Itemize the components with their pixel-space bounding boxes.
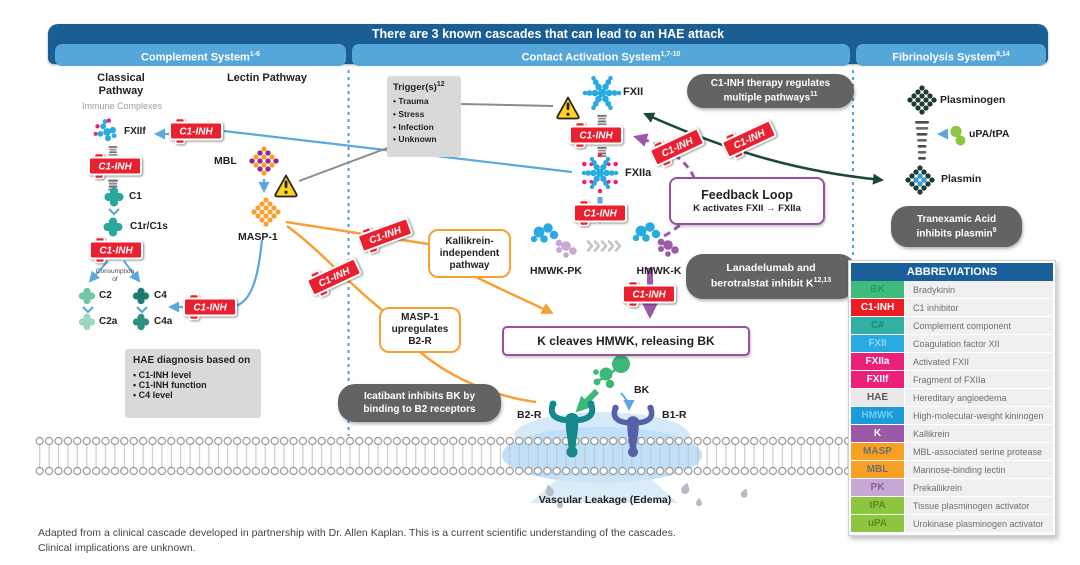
svg-text:C1-INH: C1-INH [367,225,403,247]
abbreviation-badge: PK [851,479,905,496]
upa-tpa-molecule [950,126,965,146]
bk-molecule [593,355,630,388]
tab-contact-activation-system [352,44,850,66]
fxiif-label: FXIIf [124,126,146,137]
warning-icon [557,98,578,119]
plasminogen-cleavage-stack-icon [915,121,929,160]
hmwk-k-label: HMWK-K [636,265,682,277]
arrow-kallikrein-to-cleave [474,276,552,313]
warning-icon [275,176,296,197]
tab-superscript: 8,14 [996,51,1010,58]
b2r-label: B2-R [517,409,542,421]
immune-complexes-label: Immune Complexes [81,101,163,111]
abbreviation-definition: Complement component [913,320,1012,331]
chevron-c4-down [137,307,147,312]
classical-pathway-title: Classical Pathway [97,72,145,97]
hae-diagnosis-box [125,349,261,418]
line-trigger-to-lectin [299,147,390,181]
droplet-icon [740,487,750,498]
fxiif-molecule [94,118,117,141]
icatibant-box [338,384,501,422]
diagnosis-bullet: • C1-INH level [133,370,253,380]
kallikrein-independent-box [428,229,511,278]
abbreviation-row [851,497,1053,515]
abbreviation-definition: High-molecular-weight kininogen [913,410,1044,421]
abbreviation-row [851,335,1053,353]
feedback-subtitle: K activates FXII → FXIIa [693,202,801,214]
hmwk-pk-molecule [531,223,577,258]
abbreviation-row [851,407,1053,425]
svg-text:C1-INH: C1-INH [579,130,613,142]
abbreviation-badge: uPA [851,515,905,532]
abbreviation-badge: K [851,425,905,442]
c2-molecule [79,288,95,304]
svg-text:C1-INH: C1-INH [98,161,132,173]
diagnosis-bullet: • C1-INH function [133,380,253,390]
abbreviation-row [851,443,1053,461]
abbreviation-badge: MBL [851,461,905,478]
mbl-molecule [249,146,278,175]
consumption-label [88,268,142,284]
c2a-molecule [79,314,95,330]
fxii-label: FXII [623,86,644,98]
c1-inh-badge [90,238,142,263]
footnote-line2: Clinical implications are unknown. [38,542,196,555]
tab-superscript: 1-6 [249,51,260,58]
abbreviation-badge: C1-INH [851,299,905,316]
abbreviation-badge: tPA [851,497,905,514]
abbreviation-definition: C1 inhibitor [913,302,959,313]
c1-inh-badge [574,201,626,226]
b1r-label: B1-R [662,409,687,421]
c1r-c1s-molecule [104,218,123,237]
trigger-bullet: • Infection [393,121,455,134]
abbreviations-body [851,281,1053,533]
svg-text:C1-INH: C1-INH [316,265,352,290]
abbreviation-row [851,353,1053,371]
c1-molecule [105,188,124,207]
c2-label: C2 [99,290,112,301]
banner-title: There are 3 known cascades that can lead to an HAE attack [371,27,725,41]
plasmin-molecule [905,165,934,194]
chevron-c1-down [109,209,119,214]
c1-inh-badge [170,119,222,144]
trigger-bullet: • Unknown [393,133,455,146]
icatibant-box-text: Icatibant inhibits BK by binding to B2 receptors [363,391,476,415]
svg-text:C1-INH: C1-INH [193,302,227,314]
abbreviation-definition: MBL-associated serine protease [913,446,1043,457]
c4-molecule [133,288,149,304]
abbreviation-row [851,281,1053,299]
abbreviation-badge: HAE [851,389,905,406]
c1-inh-badge [570,123,622,148]
c1r-c1s-label: C1r/C1s [130,221,168,232]
vascular-leakage-label: Vascular Leakage (Edema) [538,494,672,506]
abbreviation-definition: Prekallikrein [913,482,963,493]
footnote-line1: Adapted from a clinical cascade developed in partnership with Dr. Allen Kaplan. This is a current scientific understanding of the cascades. [38,527,676,539]
abbreviation-definition: Hereditary angioedema [913,392,1007,403]
tranexamic-box [891,206,1022,247]
fxiia-label: FXIIa [625,167,652,179]
c1-label: C1 [129,191,142,202]
abbreviation-definition: Activated FXII [913,356,970,367]
cleave-box [502,326,750,356]
masp1-upregulates-box [379,307,461,353]
abbreviation-definition: Urokinase plasminogen activator [913,518,1044,529]
abbreviation-definition: Kallikrein [913,428,950,439]
abbreviation-definition: Coagulation factor XII [913,338,1000,349]
chevron-c2-down [83,307,93,312]
abbreviation-badge: BK [851,281,905,298]
abbreviation-definition: Mannose-binding lectin [913,464,1006,475]
tab-label: Complement System [141,51,250,64]
c1-inh-badge [89,154,141,179]
cleave-box-text: K cleaves HMWK, releasing BK [537,334,715,348]
svg-text:C1-INH: C1-INH [731,127,767,152]
plasmin-label: Plasmin [941,173,982,185]
triggers-title: Trigger(s) [393,82,437,94]
svg-text:C1-INH: C1-INH [659,135,695,160]
abbreviation-definition: Tissue plasminogen activator [913,500,1030,511]
hmwk-pk-label: HMWK-PK [530,265,582,277]
therapy-box-text: C1-INH therapy regulates multiple pathways$^{11}$ [710,78,831,104]
line-trigger-to-fxii [461,104,553,106]
bk-label: BK [634,384,650,396]
cell-membrane [35,412,855,503]
abbreviation-badge: FXII [851,335,905,352]
abbreviations-table [848,260,1056,536]
abbreviation-badge: HMWK [851,407,905,424]
c4-label: C4 [154,290,167,301]
c1-inh-badge [623,282,675,307]
lanadelumab-box [686,254,856,299]
footnote [38,526,938,556]
abbreviation-row [851,299,1053,317]
feedback-loop-box [669,177,825,225]
c1-inh-badge [184,295,236,320]
hmwk-k-molecule [633,222,679,257]
abbreviation-definition: Fragment of FXIIa [913,374,986,385]
svg-text:C1-INH: C1-INH [99,245,133,257]
c1-inh-badge [648,125,706,170]
cleavage-stack-icon [109,146,118,156]
abbreviation-row [851,371,1053,389]
abbreviation-badge: FXIIa [851,353,905,370]
trigger-bullet: • Stress [393,108,455,121]
masp1-label: MASP-1 [238,231,278,243]
masp-box-text: MASP-1 upregulates B2-R [391,312,449,347]
diagnosis-bullet: • C4 level [133,390,253,400]
lanadelumab-box-text: Lanadelumab and berotralstat inhibit K$^{12,13}$ [710,262,832,290]
cleavage-stack-icon [597,115,607,125]
abbreviation-definition: Bradykinin [913,284,956,295]
tranexamic-box-text: Tranexamic Acid inhibits plasmin$^9$ [916,213,997,240]
c2a-label: C2a [99,316,118,327]
diagnosis-title: HAE diagnosis based on [133,355,251,366]
masp1-molecule [251,197,280,226]
tab-label: Contact Activation System [521,51,661,64]
tab-label: Fibrinolysis System [892,51,997,64]
abbreviation-row [851,317,1053,335]
droplet-icon [696,498,702,506]
curve-masp1-to-c1inh [236,240,262,306]
svg-text:C1-INH: C1-INH [583,208,617,220]
c1-inh-badge [305,255,363,300]
consumption-line1: Consumption [95,268,135,275]
triggers-superscript: 12 [436,81,445,88]
svg-text:C1-INH: C1-INH [179,126,213,138]
abbreviation-row [851,479,1053,497]
triggers-box [387,76,461,157]
mbl-label: MBL [214,155,237,167]
tab-complement-system [55,44,346,66]
fxiia-molecule [582,153,619,194]
kallikrein-box-text: Kallikrein-independent pathway [439,235,500,271]
abbreviation-row [851,389,1053,407]
abbreviation-row [851,425,1053,443]
abbreviations-title: ABBREVIATIONS [851,263,1053,281]
svg-text:C1-INH: C1-INH [632,289,666,301]
droplet-icon [680,482,691,495]
plasminogen-molecule [907,85,936,114]
c4a-label: C4a [154,316,173,327]
arrow-bk-to-b1r [621,393,629,409]
conversion-chevrons [588,242,620,251]
tab-fibrinolysis-system [856,44,1046,66]
c4a-molecule [133,314,149,330]
feedback-title: Feedback Loop [701,187,793,202]
fxii-molecule [583,76,622,110]
c1-inh-therapy-box [687,74,854,108]
trigger-bullet: • Trauma [393,95,455,108]
abbreviation-row [851,461,1053,479]
consumption-line2: of [112,275,118,283]
abbreviation-badge: FXIIf [851,371,905,388]
abbreviation-badge: C# [851,317,905,334]
plasminogen-label: Plasminogen [940,94,1006,106]
upa-tpa-label: uPA/tPA [969,128,1010,140]
lectin-pathway-title: Lectin Pathway [226,72,308,84]
abbreviation-badge: MASP [851,443,905,460]
tab-superscript: 1,7-10 [660,51,681,58]
c1-inh-badge [356,214,413,255]
